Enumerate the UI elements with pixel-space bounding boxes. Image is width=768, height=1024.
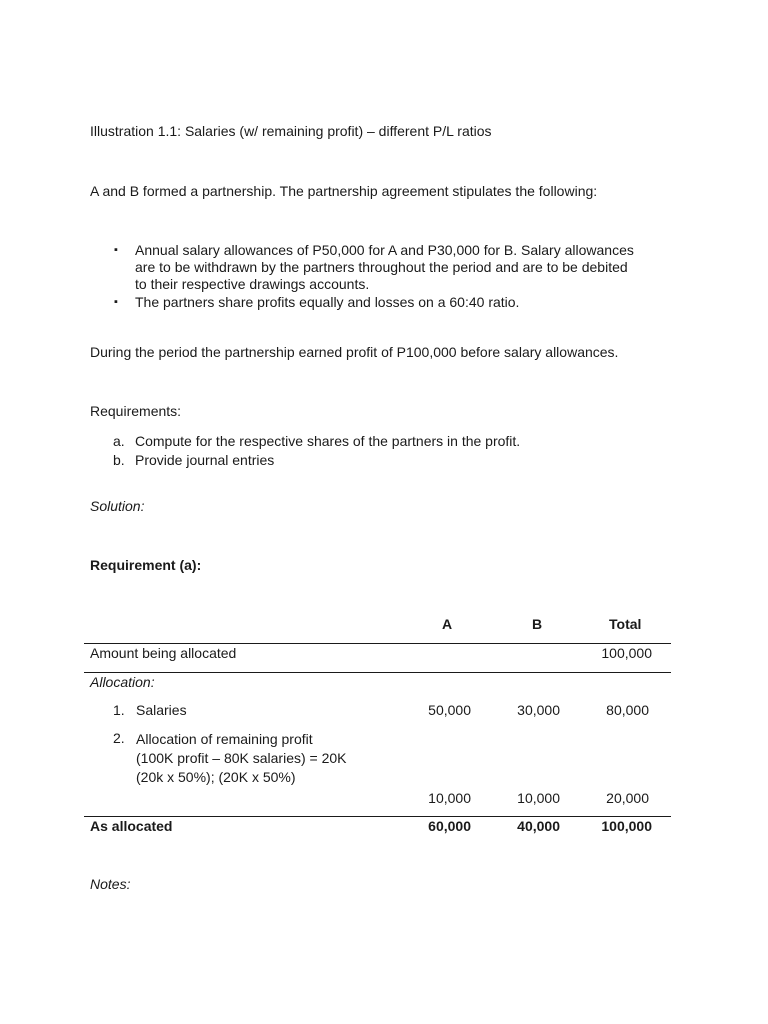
as-allocated-total: 100,000 xyxy=(601,818,652,834)
salaries-b: 30,000 xyxy=(517,702,560,718)
requirement-text: Provide journal entries xyxy=(135,452,275,468)
notes-label: Notes: xyxy=(90,876,131,892)
bullet-line: Annual salary allowances of P50,000 for A and P30,000 for B. Salary allowances xyxy=(135,242,634,258)
column-header-a: A xyxy=(442,616,453,632)
amount-total: 100,000 xyxy=(601,645,652,661)
table-divider xyxy=(84,816,671,817)
remaining-a: 10,000 xyxy=(428,790,471,806)
list-item xyxy=(90,242,690,293)
illustration-title: Illustration 1.1: Salaries (w/ remaining profit) – different P/L ratios xyxy=(90,123,492,139)
bullet-line: to their respective drawings accounts. xyxy=(135,276,370,292)
solution-label: Solution: xyxy=(90,498,145,514)
list-marker: 2. xyxy=(113,730,125,746)
description-line: (20k x 50%); (20K x 50%) xyxy=(136,769,296,785)
list-item xyxy=(90,294,690,311)
allocation-label: Allocation: xyxy=(90,674,155,690)
requirements-heading: Requirements: xyxy=(90,403,182,419)
column-header-total: Total xyxy=(609,616,642,632)
agreement-bullet-list xyxy=(90,242,690,312)
as-allocated-b: 40,000 xyxy=(517,818,560,834)
list-marker: a. xyxy=(113,433,125,449)
amount-label: Amount being allocated xyxy=(90,645,237,661)
list-item xyxy=(90,432,520,451)
list-marker: b. xyxy=(113,452,125,468)
description-line: Allocation of remaining profit xyxy=(136,731,313,747)
intro-paragraph: A and B formed a partnership. The partnership agreement stipulates the following: xyxy=(90,183,598,199)
requirements-list xyxy=(90,432,520,470)
as-allocated-label: As allocated xyxy=(90,818,173,834)
table-divider xyxy=(84,643,671,644)
salaries-a: 50,000 xyxy=(428,702,471,718)
bullet-marker: ▪ xyxy=(114,296,118,308)
remaining-profit-description xyxy=(136,730,347,787)
bullet-line: are to be withdrawn by the partners throughout the period and are to be debited xyxy=(135,259,628,275)
bullet-line: The partners share profits equally and losses on a 60:40 ratio. xyxy=(135,294,520,310)
requirement-text: Compute for the respective shares of the partners in the profit. xyxy=(135,433,521,449)
list-item xyxy=(90,451,520,470)
remaining-total: 20,000 xyxy=(606,790,649,806)
remaining-b: 10,000 xyxy=(517,790,560,806)
salaries-label: Salaries xyxy=(136,702,187,718)
bullet-marker: ▪ xyxy=(114,244,118,256)
as-allocated-a: 60,000 xyxy=(428,818,471,834)
description-line: (100K profit – 80K salaries) = 20K xyxy=(136,750,347,766)
requirement-a-heading: Requirement (a): xyxy=(90,557,202,573)
table-divider xyxy=(84,672,671,673)
column-header-b: B xyxy=(532,616,543,632)
list-marker: 1. xyxy=(113,702,125,718)
salaries-total: 80,000 xyxy=(606,702,649,718)
period-paragraph: During the period the partnership earned profit of P100,000 before salary allowances. xyxy=(90,344,619,360)
